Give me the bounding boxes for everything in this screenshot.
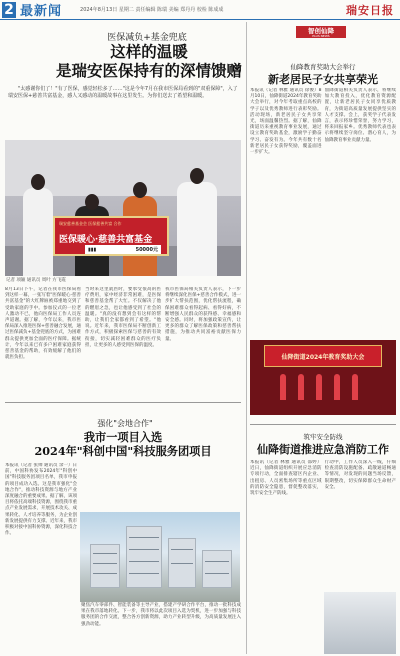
lower-body-col2: 聚焦汽车零部件、智能装备等主导产业，搭建产学研合作平台，推动一批科技成果在我市落地转化。下一步，我市将以此次项目入选为契机，进一步加强与科技服务团的合作交流，整合各方创新资源，助力产业转型升级，为高质量发展注入强劲动能。 <box>81 603 241 627</box>
main-body-columns <box>5 287 241 399</box>
right1-body-col1: 本报讯（记者 林雅 通讯员 徐俊）8月10日，仙降街道2024年教育奖助大会举行，对今年考取重点高校的学子以及优秀教师进行表彰奖励。活动现场，新老居民子女共享荣光，场面温馨热烈。据了解，仙降街道历来重视教育事业发展，通过设立教育奖助基金，激励学子勤奋学习、奋发有为。今年共有数十名新老居民子女获得奖励，覆盖面进一步扩大。 <box>250 88 322 156</box>
right1-subhead: 仙降教育奖助大会举行 <box>290 63 356 71</box>
column-rule <box>246 22 247 654</box>
cheque-placeholder: ▮▮▮ <box>88 246 97 253</box>
lower-headline-line2: 2024年"科创中国"科技服务团项目 <box>34 444 212 458</box>
person-right-head <box>190 168 204 184</box>
main-photo <box>5 140 241 276</box>
stage-banner-text: 仙降街道2024年教育奖助大会 <box>281 354 365 361</box>
main-lead: "太感谢你们了！"有了医保，感觉轻松多了……"这是今年7月在我市医保局看到的"双重保障"，入了瑞安医保+慈善共富基金，感人又感动的温暖故事在这里发生。为你们送去了希望和温暖。 <box>8 86 238 99</box>
cheque-amount: 50000元 <box>135 247 158 253</box>
building-2 <box>126 526 162 588</box>
person-left <box>23 188 53 276</box>
main-body-col2: 当时来这里就医时，要承受很高的医疗费用，家中经济非常困难，是医保和慈善基金帮了大忙。不仅解决了他的燃眉之急，也让他感受到了社会的温暖。"真的没有想到会有这样的帮助，让我们全家都看到了希望。"他说。近年来，我市医保局不断创新工作方式，积极探索医保与慈善的有效衔接，切实减轻困难群众的医疗负担，让更多的人感受到医保的温度。 <box>85 287 161 348</box>
issue-meta: 2024年8月13日 星期二 责任编辑 陈瑞 美编 郑丹丹 校检 陈成成 <box>80 7 224 13</box>
right1-photo-stage <box>250 340 396 415</box>
main-body-col3: 我市医保局相关负责人表示，下一步将继续深化医保+慈善合作模式，进一步扩大帮扶范围，优化帮扶流程，确保困难群众看得起病、看得好病，不断增强人民群众的获得感、幸福感和安全感。同时，将加强政策宣传，让更多的群众了解医保政策和慈善帮扶措施，为推动共同富裕贡献医保力量。 <box>165 287 241 342</box>
section-tag <box>296 26 346 38</box>
building-4 <box>202 550 232 588</box>
right1-body-columns <box>250 88 396 338</box>
page-number: 2 <box>2 2 16 18</box>
lower-headline-line1: 我市一项目入选 <box>83 430 163 444</box>
performer <box>334 374 340 400</box>
main-headline-line1: 这样的温暖 <box>110 42 188 61</box>
right2-body-col2: 行动中，工作人员深入一线，仔细检查消防设施配备、疏散通道畅通等情况，对发现的问题当场反馈，限期整改，切实保障群众生命财产安全。 <box>324 460 396 490</box>
building-1 <box>90 544 120 588</box>
right2-headline: 仙降街道推进应急消防工作 <box>257 443 389 456</box>
donation-cheque-board <box>53 216 169 256</box>
section-title: 最新闻 <box>20 4 63 19</box>
right-divider <box>250 424 396 425</box>
section-divider <box>5 402 241 403</box>
masthead-logo: 瑞安日报 <box>346 3 394 17</box>
lower-headline <box>5 430 241 458</box>
performer <box>280 374 286 400</box>
lower-subhead: 强化"会地合作" <box>97 419 153 428</box>
section-tag-label: 智创仙降 <box>308 27 334 35</box>
right2-body-col1: 本报讯（记者 林雅 通讯员 邵婷）近日，仙降街道组织开展应急消防专项行动，全面排查辖区内企业、出租房、人员密集场所等重点区域的消防安全隐患，督促整改落实，筑牢安全生产防线。 <box>250 460 322 497</box>
person-right <box>177 182 217 276</box>
right2-photo <box>324 592 396 654</box>
performer <box>352 374 358 400</box>
lower-body-col1: 本报讯（记者 张帅 通讯员 余一）日前，中国科协发布2024年"科创中国"科技服务团项目名单，我市申报的项目成功入选。这是我市强化"会地合作"，推动科技资源与地方产业深度融合的重要成果。据了解，该项目将依托高端科技资源，围绕我市重点产业发展需求，开展技术攻关、成果转化、人才培养等服务，为企业创新发展提供有力支撑。近年来，我市积极对接中国科协资源，深化科技合作。 <box>5 463 77 537</box>
main-subhead: 医保减负+基金兜底 <box>107 33 187 43</box>
stage-backdrop <box>264 345 382 367</box>
performer <box>316 374 322 400</box>
cheque-main-text: 医保暖心·慈善共富基金 <box>59 235 153 245</box>
main-body-col1: 8月13日下午，记者在我市医保局看到这样一幕，一张写着"医保暖心·慈善共富基金"的大红牌匾被郑重地交到了受助家庭的手中。参加仪式的一位老人激动不已，他向医保局工作人员连声道谢。据了解，今年以来，我市医保局深入推进医保+慈善融合发展，通过医保减负+基金兜底的方式，为困难群众提供更加全面的医疗保障。据统计，今年以来已有多户困难家庭获得慈善基金的帮助，有效缓解了他们的就医负担。 <box>5 287 81 361</box>
page-header <box>0 0 400 20</box>
cheque-title: 瑞安慈善基金会 医保慈善共富 合作 <box>59 221 122 226</box>
person-child-head <box>85 194 99 210</box>
right1-headline: 新老居民子女共享荣光 <box>268 73 378 86</box>
performer <box>298 374 304 400</box>
section-tag-sub: PLUS NEWS <box>312 34 330 38</box>
cheque-amount-box <box>85 245 161 254</box>
lower-photo-buildings <box>80 512 240 602</box>
main-headline-line2: 是瑞安医保持有的深情馈赠 <box>55 61 242 80</box>
right2-subhead: 筑牢安全防线 <box>303 433 343 441</box>
building-3 <box>168 538 196 588</box>
person-woman-head <box>133 182 147 198</box>
person-left-head <box>31 174 45 190</box>
main-photo-caption: 记者 项颖 通讯员 周叶 方飞霞 <box>6 278 66 283</box>
right1-body-col2: 仙降街道相关负责人表示，将继续加大教育投入，优化教育资源配置，让新老居民子女同享优质教育，为街道高质量发展提供坚实的人才支撑。会上，获奖学子代表发言，表示将珍惜荣誉，努力学习，将来回报家乡。优秀教师代表也表示将继续坚守岗位、潜心育人，为仙降教育事业贡献力量。 <box>324 88 396 143</box>
